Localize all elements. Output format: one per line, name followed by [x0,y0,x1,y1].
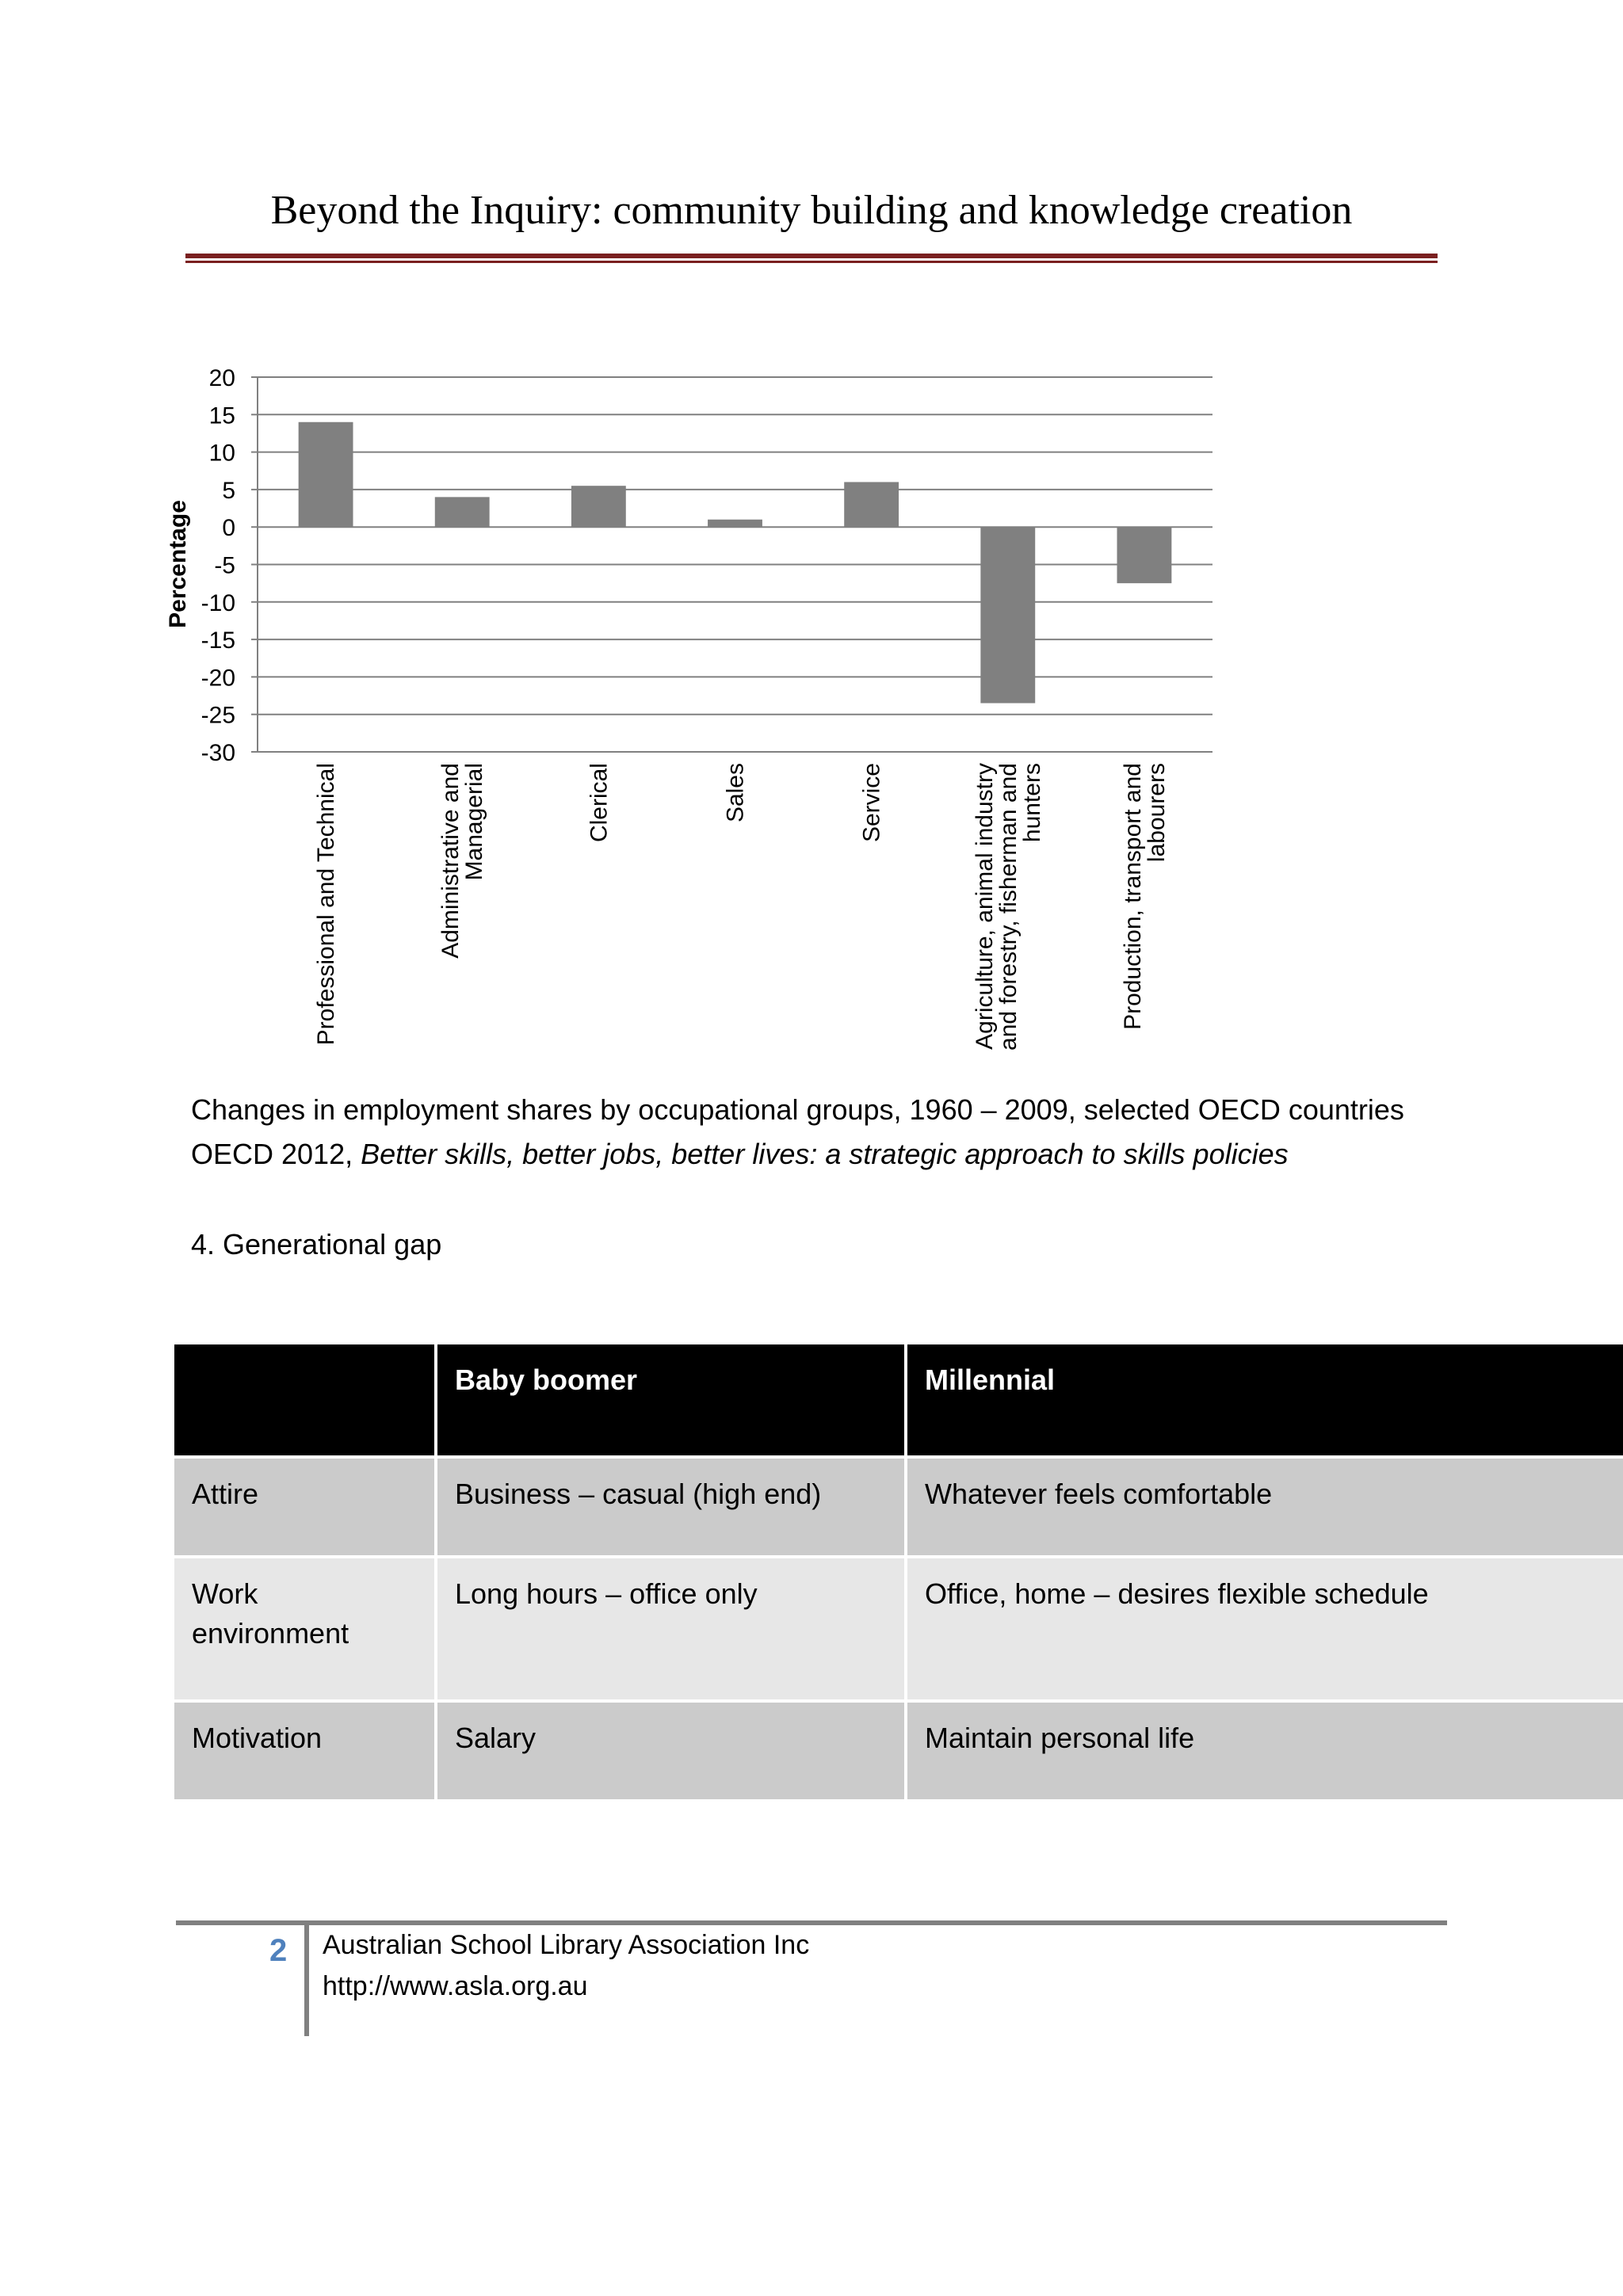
bar [1117,527,1172,583]
table-cell-baby-boomer: Business – casual (high end) [436,1457,906,1557]
bar [844,482,899,527]
chart-gridlines [258,377,1212,752]
table-cell-baby-boomer: Salary [436,1701,906,1801]
x-category-label: Sales [722,763,749,823]
employment-shares-chart [0,0,1623,1109]
chart-bars [299,422,1172,704]
y-tick-label: -30 [200,740,235,766]
table-cell-category: Motivation [173,1701,436,1801]
y-tick-label: -15 [200,627,235,654]
x-category-label: Administrative and [437,763,464,959]
footer-divider [304,1925,309,2036]
page-number: 2 [269,1933,288,1968]
chart-source [191,1138,1289,1171]
page-header-title: Beyond the Inquiry: community building and knowledge creation [270,188,1353,233]
table-header-row [173,1343,1623,1457]
y-tick-label: -20 [200,665,235,692]
y-tick-label: -10 [200,589,235,616]
table-cell-millennial: Whatever feels comfortable [906,1457,1623,1557]
y-tick-label: 0 [222,515,235,542]
chart-caption: Changes in employment shares by occupational groups, 1960 – 2009, selected OECD countries [191,1093,1404,1126]
footer-rule [176,1920,1447,1925]
y-tick-label: 10 [208,440,235,467]
y-tick-label: -25 [200,702,235,729]
chart-y-axis-label: Percentage [165,500,191,628]
x-category-label: Agriculture, animal industry [971,763,998,1050]
chart-y-tick-labels [201,365,235,766]
bar [980,527,1035,703]
footer-organization: Australian School Library Association Inc [323,1930,810,1960]
bar [435,497,490,527]
x-category-label: and forestry, fisherman and [995,763,1022,1051]
chart-axes [251,377,258,752]
table-header-baby-boomer: Baby boomer [436,1343,906,1457]
y-tick-label: 15 [208,402,235,429]
bar [708,520,762,527]
x-category-label: hunters [1018,763,1045,843]
x-category-label: Production, transport and [1119,763,1146,1030]
footer-url: http://www.asla.org.au [323,1971,588,2001]
table-row [173,1701,1623,1801]
table-header-empty [173,1343,436,1457]
x-category-label: Service [858,763,885,843]
x-category-label: labourers [1143,763,1170,863]
table-cell-category: Attire [173,1457,436,1557]
x-category-label: Managerial [461,763,488,881]
y-tick-label: -5 [214,552,235,579]
chart-category-labels [313,763,1170,1051]
table-row [173,1557,1623,1701]
generational-gap-table [171,1341,1623,1802]
table-cell-category: Work environment [173,1557,436,1701]
bar [299,422,353,527]
table-cell-baby-boomer: Long hours – office only [436,1557,906,1701]
bar [571,486,626,527]
table-header-millennial: Millennial [906,1343,1623,1457]
table-row [173,1457,1623,1557]
y-tick-label: 20 [208,365,235,391]
x-category-label: Professional and Technical [313,763,340,1046]
chart-source-prefix: OECD 2012, [191,1138,361,1170]
y-tick-label: 5 [222,477,235,504]
x-category-label: Clerical [586,763,613,843]
table-cell-millennial: Office, home – desires flexible schedule [906,1557,1623,1701]
table-cell-millennial: Maintain personal life [906,1701,1623,1801]
chart-source-title: Better skills, better jobs, better lives: a strategic approach to skills policies [361,1138,1289,1170]
section-heading: 4. Generational gap [191,1228,442,1261]
